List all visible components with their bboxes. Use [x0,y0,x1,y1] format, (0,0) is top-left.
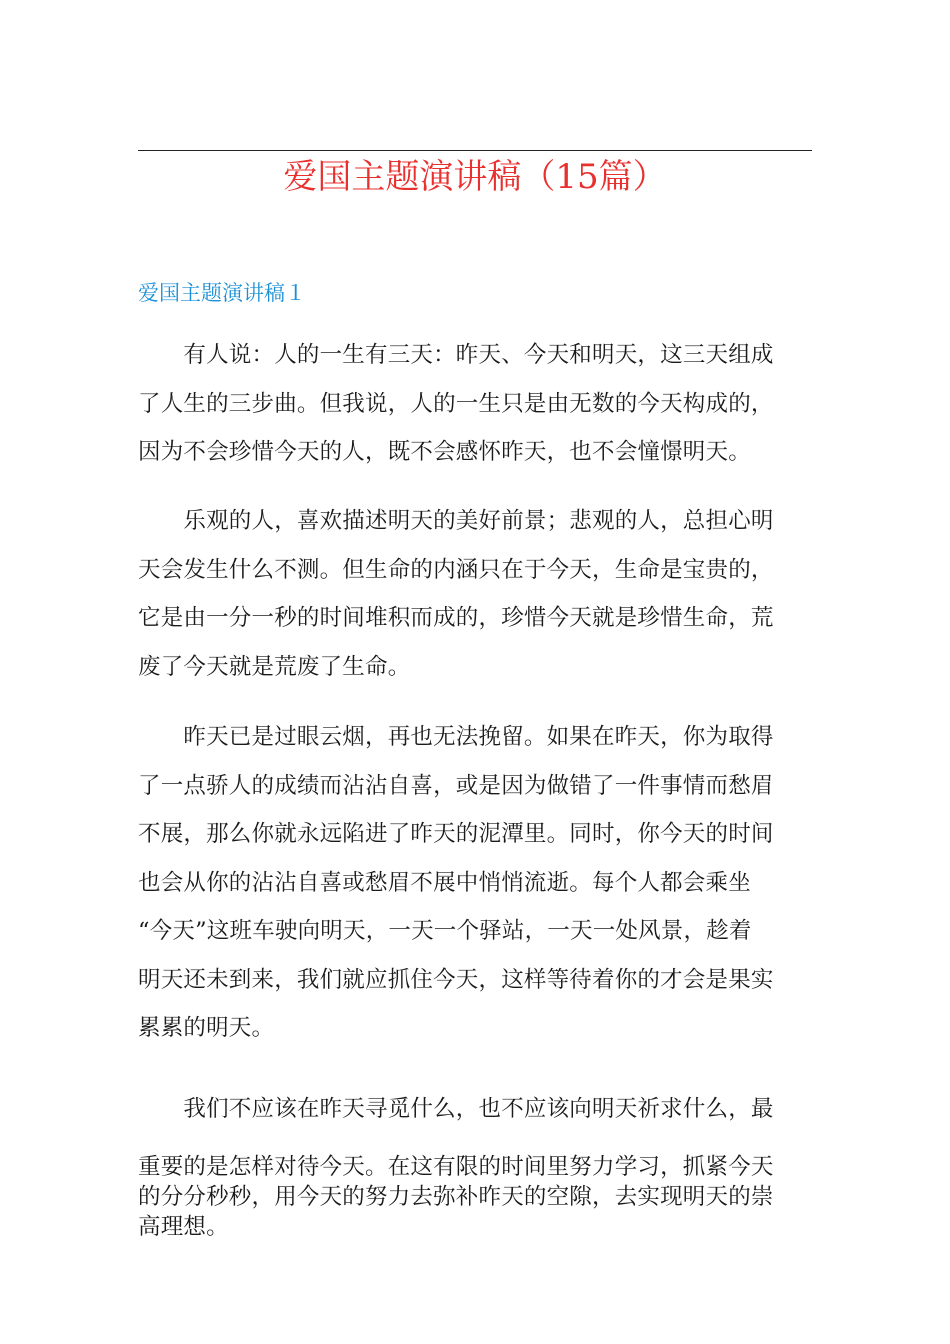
text-line: 天会发生什么不测。但生命的内涵只在于今天，生命是宝贵的， [138,556,774,583]
text-line: 高理想。 [138,1213,229,1240]
header-rule [138,150,812,151]
paragraph-2 [138,497,814,691]
text-line: 也会从你的沾沾自喜或愁眉不展中悄悄流逝。每个人都会乘坐 [138,869,751,896]
text-line: 了人生的三步曲。但我说，人的一生只是由无数的今天构成的， [138,390,774,417]
text-line: “今天”这班车驶向明天，一天一个驿站，一天一处风景，趁着 [138,918,752,944]
text-line: 昨天已是过眼云烟，再也无法挽留。如果在昨天，你为取得 [138,724,774,750]
text-line: 不展，那么你就永远陷进了昨天的泥潭里。同时，你今天的时间 [138,821,774,847]
text-line: 我们不应该在昨天寻觅什么，也不应该向明天祈求什么，最 [138,1096,774,1122]
text-line: 明天还未到来，我们就应抓住今天，这样等待着你的才会是果实 [138,966,774,993]
text-line: 它是由一分一秒的时间堆积而成的，珍惜今天就是珍惜生命，荒 [138,605,774,631]
section-heading: 爱国主题演讲稿１ [138,281,306,305]
text-line: 了一点骄人的成绩而沾沾自喜，或是因为做错了一件事情而愁眉 [138,772,774,799]
document-title: 爱国主题演讲稿（15篇） [283,157,667,197]
paragraph-4 [138,1085,814,1242]
text-line: 乐观的人，喜欢描述明天的美好前景；悲观的人，总担心明 [138,508,774,534]
text-line: 因为不会珍惜今天的人，既不会感怀昨天，也不会憧憬明天。 [138,439,751,465]
text-line: 的分分秒秒，用今天的努力去弥补昨天的空隙，去实现明天的崇 [138,1183,774,1210]
text-line: 有人说：人的一生有三天：昨天、今天和明天，这三天组成 [138,342,774,368]
paragraph-1 [138,331,814,477]
text-line: 重要的是怎样对待今天。在这有限的时间里努力学习，抓紧今天 [138,1153,774,1180]
paragraph-3 [138,713,814,1053]
text-line: 累累的明天。 [138,1015,275,1041]
text-line: 废了今天就是荒废了生命。 [138,653,411,680]
